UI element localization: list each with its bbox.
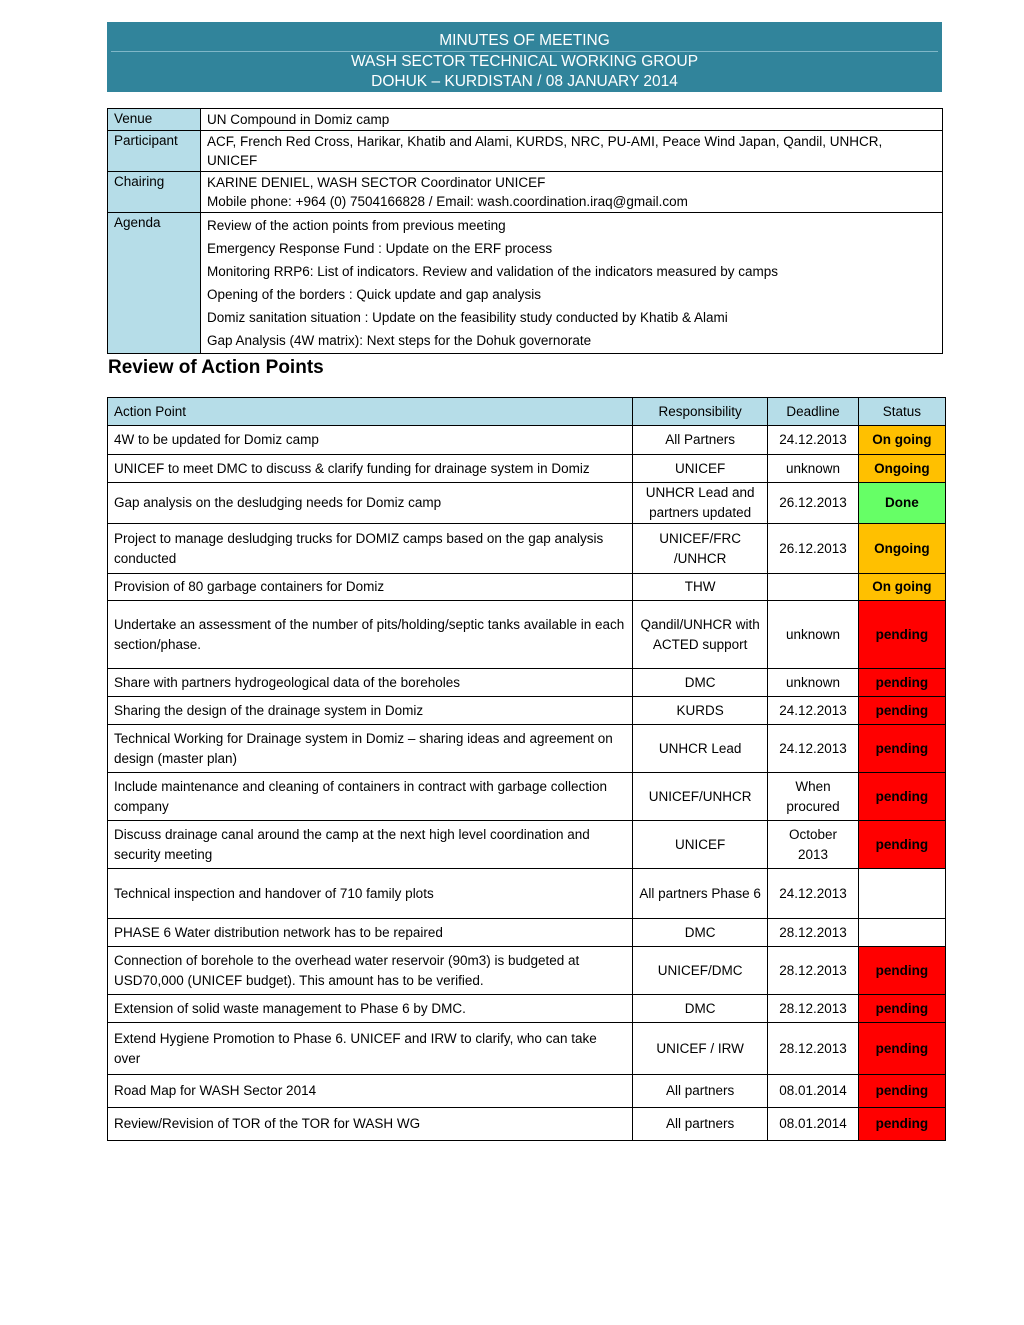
- table-row: [108, 919, 946, 947]
- action-cell: Include maintenance and cleaning of containers in contract with garbage collection company: [108, 773, 633, 821]
- action-cell: Share with partners hydrogeological data of the boreholes: [108, 669, 633, 697]
- table-row: [108, 601, 946, 669]
- responsibility-cell: UNHCR Lead and partners updated: [632, 483, 767, 524]
- responsibility-cell: All partners Phase 6: [632, 869, 767, 919]
- table-row: [108, 1023, 946, 1075]
- deadline-cell: [768, 574, 858, 601]
- agenda-item: Domiz sanitation situation : Update on the feasibility study conducted by Khatib & Alami: [207, 310, 728, 325]
- responsibility-cell: Qandil/UNHCR with ACTED support: [632, 601, 767, 669]
- action-cell: Provision of 80 garbage containers for Domiz: [108, 574, 633, 601]
- agenda-item: Opening of the borders : Quick update and gap analysis: [207, 287, 541, 302]
- col-header-responsibility: Responsibility: [632, 398, 767, 426]
- agenda-row: [108, 213, 943, 354]
- action-cell: UNICEF to meet DMC to discuss & clarify funding for drainage system in Domiz: [108, 455, 633, 483]
- col-header-action: Action Point: [108, 398, 633, 426]
- table-row: [108, 524, 946, 574]
- action-cell: Review/Revision of TOR of the TOR for WASH WG: [108, 1108, 633, 1141]
- participant-row: [108, 131, 943, 172]
- table-row: [108, 869, 946, 919]
- deadline-cell: 28.12.2013: [768, 995, 858, 1023]
- table-row: [108, 1108, 946, 1141]
- col-header-deadline: Deadline: [768, 398, 858, 426]
- deadline-cell: 28.12.2013: [768, 947, 858, 995]
- table-row: [108, 1075, 946, 1108]
- responsibility-cell: UNICEF: [632, 821, 767, 869]
- status-badge: [858, 919, 945, 947]
- chairing-row: [108, 172, 943, 213]
- responsibility-cell: KURDS: [632, 697, 767, 725]
- responsibility-cell: UNICEF/FRC /UNHCR: [632, 524, 767, 574]
- action-points-table: [107, 397, 946, 1141]
- action-cell: Extend Hygiene Promotion to Phase 6. UNICEF and IRW to clarify, who can take over: [108, 1023, 633, 1075]
- status-badge: pending: [858, 669, 945, 697]
- deadline-cell: October 2013: [768, 821, 858, 869]
- venue-row: [108, 109, 943, 131]
- table-row: [108, 483, 946, 524]
- status-badge: pending: [858, 1108, 945, 1141]
- venue-value: UN Compound in Domiz camp: [201, 109, 943, 131]
- status-badge: pending: [858, 995, 945, 1023]
- deadline-cell: 26.12.2013: [768, 524, 858, 574]
- action-cell: Road Map for WASH Sector 2014: [108, 1075, 633, 1108]
- deadline-cell: 08.01.2014: [768, 1108, 858, 1141]
- status-badge: pending: [858, 601, 945, 669]
- status-badge: On going: [858, 426, 945, 455]
- status-badge: Ongoing: [858, 524, 945, 574]
- responsibility-cell: THW: [632, 574, 767, 601]
- deadline-cell: 08.01.2014: [768, 1075, 858, 1108]
- table-row: [108, 426, 946, 455]
- chairing-label: Chairing: [108, 172, 201, 213]
- deadline-cell: unknown: [768, 455, 858, 483]
- deadline-cell: When procured: [768, 773, 858, 821]
- action-cell: Extension of solid waste management to Phase 6 by DMC.: [108, 995, 633, 1023]
- action-points-body: [108, 426, 946, 1141]
- chairing-value: [201, 172, 943, 213]
- status-badge: pending: [858, 947, 945, 995]
- deadline-cell: 24.12.2013: [768, 869, 858, 919]
- responsibility-cell: DMC: [632, 669, 767, 697]
- deadline-cell: unknown: [768, 669, 858, 697]
- agenda-item: Emergency Response Fund : Update on the ERF process: [207, 241, 553, 256]
- action-cell: Technical Working for Drainage system in Domiz – sharing ideas and agreement on design (master plan): [108, 725, 633, 773]
- responsibility-cell: DMC: [632, 995, 767, 1023]
- deadline-cell: 24.12.2013: [768, 697, 858, 725]
- responsibility-cell: UNHCR Lead: [632, 725, 767, 773]
- deadline-cell: 24.12.2013: [768, 426, 858, 455]
- action-cell: Gap analysis on the desludging needs for Domiz camp: [108, 483, 633, 524]
- responsibility-cell: All Partners: [632, 426, 767, 455]
- title-line-2: WASH SECTOR TECHNICAL WORKING GROUP: [350, 53, 699, 70]
- status-badge: On going: [858, 574, 945, 601]
- agenda-label: Agenda: [108, 213, 201, 354]
- title-line-1: MINUTES OF MEETING: [439, 32, 610, 49]
- status-badge: pending: [858, 1023, 945, 1075]
- table-row: [108, 821, 946, 869]
- action-cell: Project to manage desludging trucks for DOMIZ camps based on the gap analysis conducted: [108, 524, 633, 574]
- deadline-cell: 26.12.2013: [768, 483, 858, 524]
- meeting-info-table: [107, 108, 943, 354]
- venue-label: Venue: [108, 109, 201, 131]
- status-badge: pending: [858, 1075, 945, 1108]
- table-row: [108, 947, 946, 995]
- responsibility-cell: All partners: [632, 1075, 767, 1108]
- status-badge: pending: [858, 725, 945, 773]
- deadline-cell: 28.12.2013: [768, 919, 858, 947]
- chairing-name: KARINE DENIEL, WASH SECTOR Coordinator UNICEF: [207, 175, 546, 190]
- meeting-title-banner: [107, 22, 942, 92]
- responsibility-cell: UNICEF/DMC: [632, 947, 767, 995]
- table-row: [108, 995, 946, 1023]
- deadline-cell: unknown: [768, 601, 858, 669]
- title-line-3: DOHUK – KURDISTAN / 08 JANUARY 2014: [371, 73, 678, 90]
- col-header-status: Status: [858, 398, 945, 426]
- section-title: Review of Action Points: [108, 357, 324, 378]
- responsibility-cell: UNICEF: [632, 455, 767, 483]
- action-cell: Undertake an assessment of the number of pits/holding/septic tanks available in each section/phase.: [108, 601, 633, 669]
- action-cell: PHASE 6 Water distribution network has to be repaired: [108, 919, 633, 947]
- status-badge: Done: [858, 483, 945, 524]
- status-badge: [858, 869, 945, 919]
- action-cell: Sharing the design of the drainage system in Domiz: [108, 697, 633, 725]
- table-row: [108, 697, 946, 725]
- agenda-item: Review of the action points from previous meeting: [207, 218, 506, 233]
- action-cell: Technical inspection and handover of 710 family plots: [108, 869, 633, 919]
- responsibility-cell: UNICEF/UNHCR: [632, 773, 767, 821]
- action-cell: 4W to be updated for Domiz camp: [108, 426, 633, 455]
- status-badge: pending: [858, 773, 945, 821]
- deadline-cell: 24.12.2013: [768, 725, 858, 773]
- table-row: [108, 725, 946, 773]
- agenda-item: Gap Analysis (4W matrix): Next steps for the Dohuk governorate: [207, 333, 592, 348]
- agenda-list: [201, 213, 943, 354]
- responsibility-cell: UNICEF / IRW: [632, 1023, 767, 1075]
- chairing-contact: Mobile phone: +964 (0) 7504166828 / Email: wash.coordination.iraq@gmail.com: [207, 194, 688, 209]
- participant-value: ACF, French Red Cross, Harikar, Khatib and Alami, KURDS, NRC, PU-AMI, Peace Wind Japan, Qandil, UNHCR, UNICEF: [201, 131, 943, 172]
- table-header-row: [108, 398, 946, 426]
- agenda-item: Monitoring RRP6: List of indicators. Review and validation of the indicators measured by camps: [207, 264, 779, 279]
- responsibility-cell: DMC: [632, 919, 767, 947]
- table-row: [108, 574, 946, 601]
- status-badge: pending: [858, 697, 945, 725]
- deadline-cell: 28.12.2013: [768, 1023, 858, 1075]
- participant-label: Participant: [108, 131, 201, 172]
- table-row: [108, 773, 946, 821]
- action-cell: Connection of borehole to the overhead water reservoir (90m3) is budgeted at USD70,000 (UNICEF budget). This amount has to be verified.: [108, 947, 633, 995]
- action-cell: Discuss drainage canal around the camp at the next high level coordination and security meeting: [108, 821, 633, 869]
- responsibility-cell: All partners: [632, 1108, 767, 1141]
- status-badge: pending: [858, 821, 945, 869]
- table-row: [108, 669, 946, 697]
- status-badge: Ongoing: [858, 455, 945, 483]
- table-row: [108, 455, 946, 483]
